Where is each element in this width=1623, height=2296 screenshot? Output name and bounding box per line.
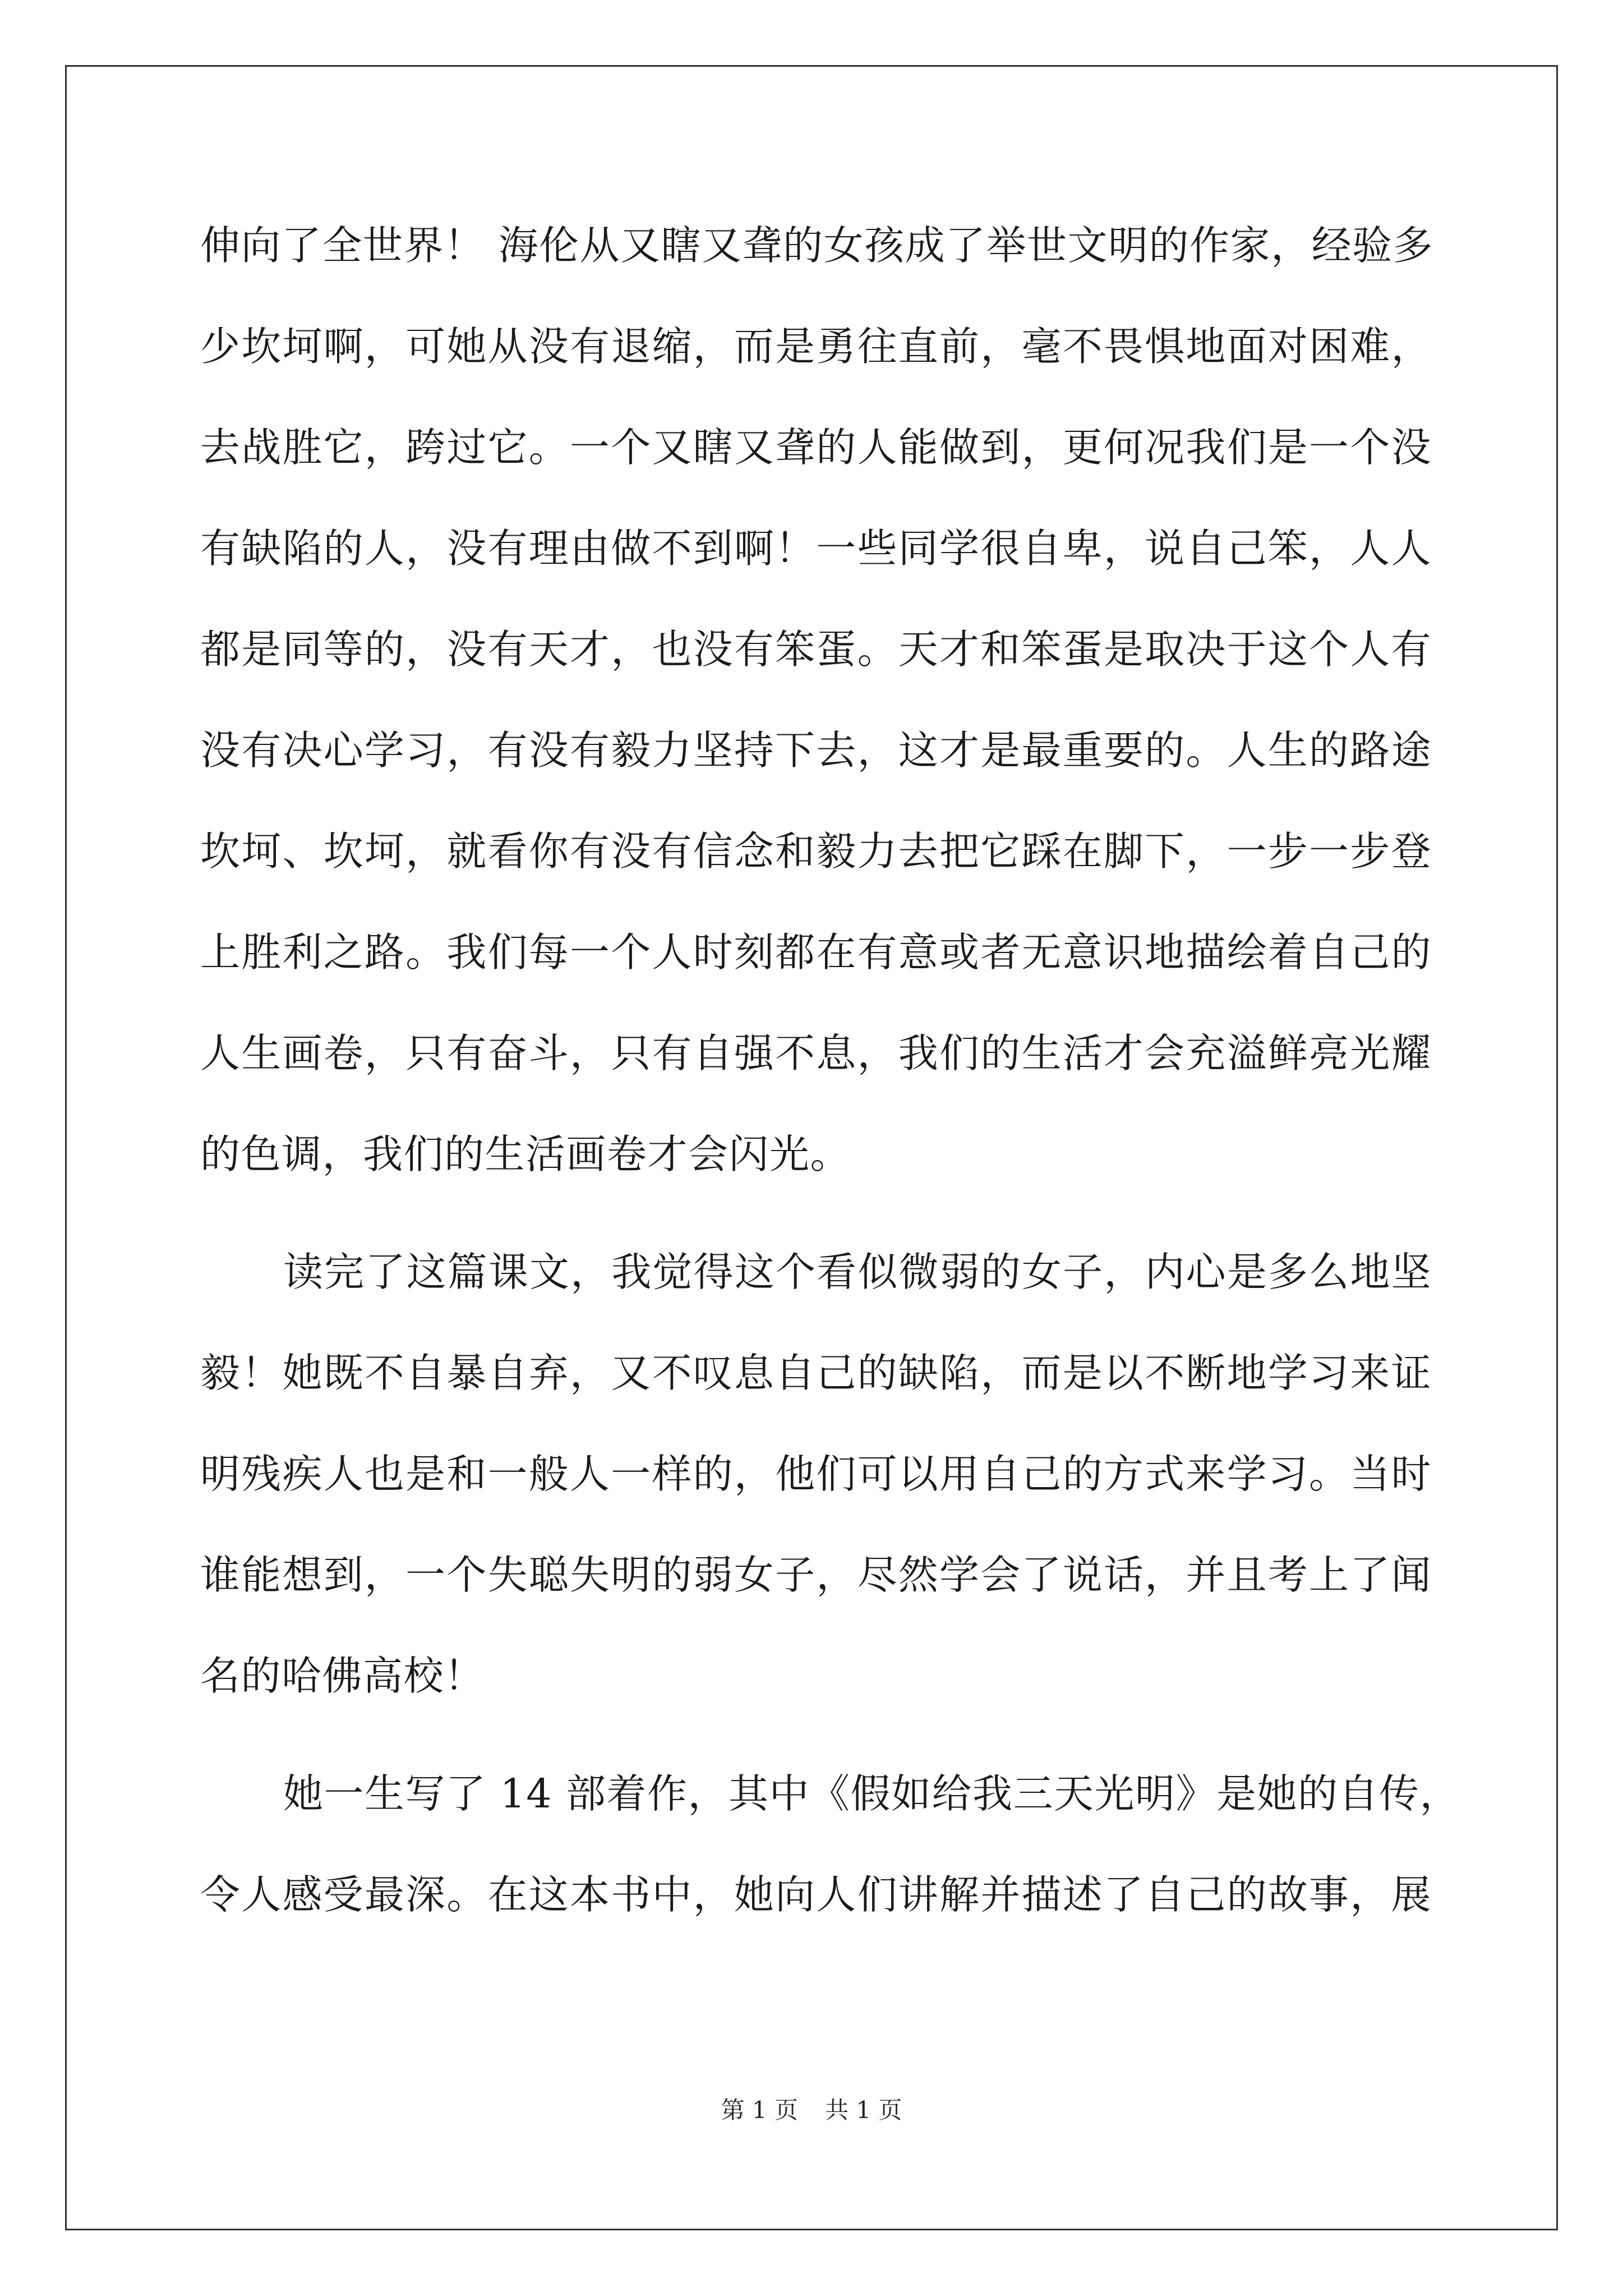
text-line: 去战胜它，跨过它。一个又瞎又聋的人能做到，更何况我们是一个没 xyxy=(200,424,1432,471)
text-line: 令人感受最深。在这本书中，她向人们讲解并描述了自己的故事，展 xyxy=(200,1871,1432,1918)
page-footer xyxy=(0,2093,1623,2127)
text-line: 她一生写了 14 部着作，其中《假如给我三天光明》是她的自传， xyxy=(283,1770,1460,1817)
text-line: 有缺陷的人，没有理由做不到啊！一些同学很自卑，说自己笨，人人 xyxy=(200,525,1432,572)
text-line: 的色调，我们的生活画卷才会闪光。 xyxy=(200,1131,851,1177)
text-line: 明残疾人也是和一般人一样的，他们可以用自己的方式来学习。当时 xyxy=(200,1451,1432,1497)
text-line: 伸向了全世界！ 海伦从又瞎又聋的女孩成了举世文明的作家，经验多 xyxy=(200,222,1434,269)
text-line: 读完了这篇课文，我觉得这个看似微弱的女子，内心是多么地坚 xyxy=(283,1249,1432,1295)
text-line: 少坎坷啊，可她从没有退缩，而是勇往直前，毫不畏惧地面对困难， xyxy=(200,323,1432,370)
text-line: 没有决心学习，有没有毅力坚持下去，这才是最重要的。人生的路途 xyxy=(200,727,1432,774)
text-line: 谁能想到，一个失聪失明的弱女子，尽然学会了说话，并且考上了闻 xyxy=(200,1552,1432,1598)
text-line: 名的哈佛高校！ xyxy=(200,1653,485,1699)
text-line: 人生画卷，只有奋斗，只有自强不息，我们的生活才会充溢鲜亮光耀 xyxy=(200,1030,1432,1076)
text-line: 上胜利之路。我们每一个人时刻都在有意或者无意识地描绘着自己的 xyxy=(200,929,1432,976)
page-number: 第 1 页 xyxy=(721,2096,798,2124)
text-line: 都是同等的，没有天才，也没有笨蛋。天才和笨蛋是取决于这个人有 xyxy=(200,626,1432,673)
page-total: 共 1 页 xyxy=(825,2096,902,2124)
text-line: 坎坷、坎坷，就看你有没有信念和毅力去把它踩在脚下，一步一步登 xyxy=(200,828,1432,875)
text-line: 毅！她既不自暴自弃，又不叹息自己的缺陷，而是以不断地学习来证 xyxy=(200,1350,1432,1396)
